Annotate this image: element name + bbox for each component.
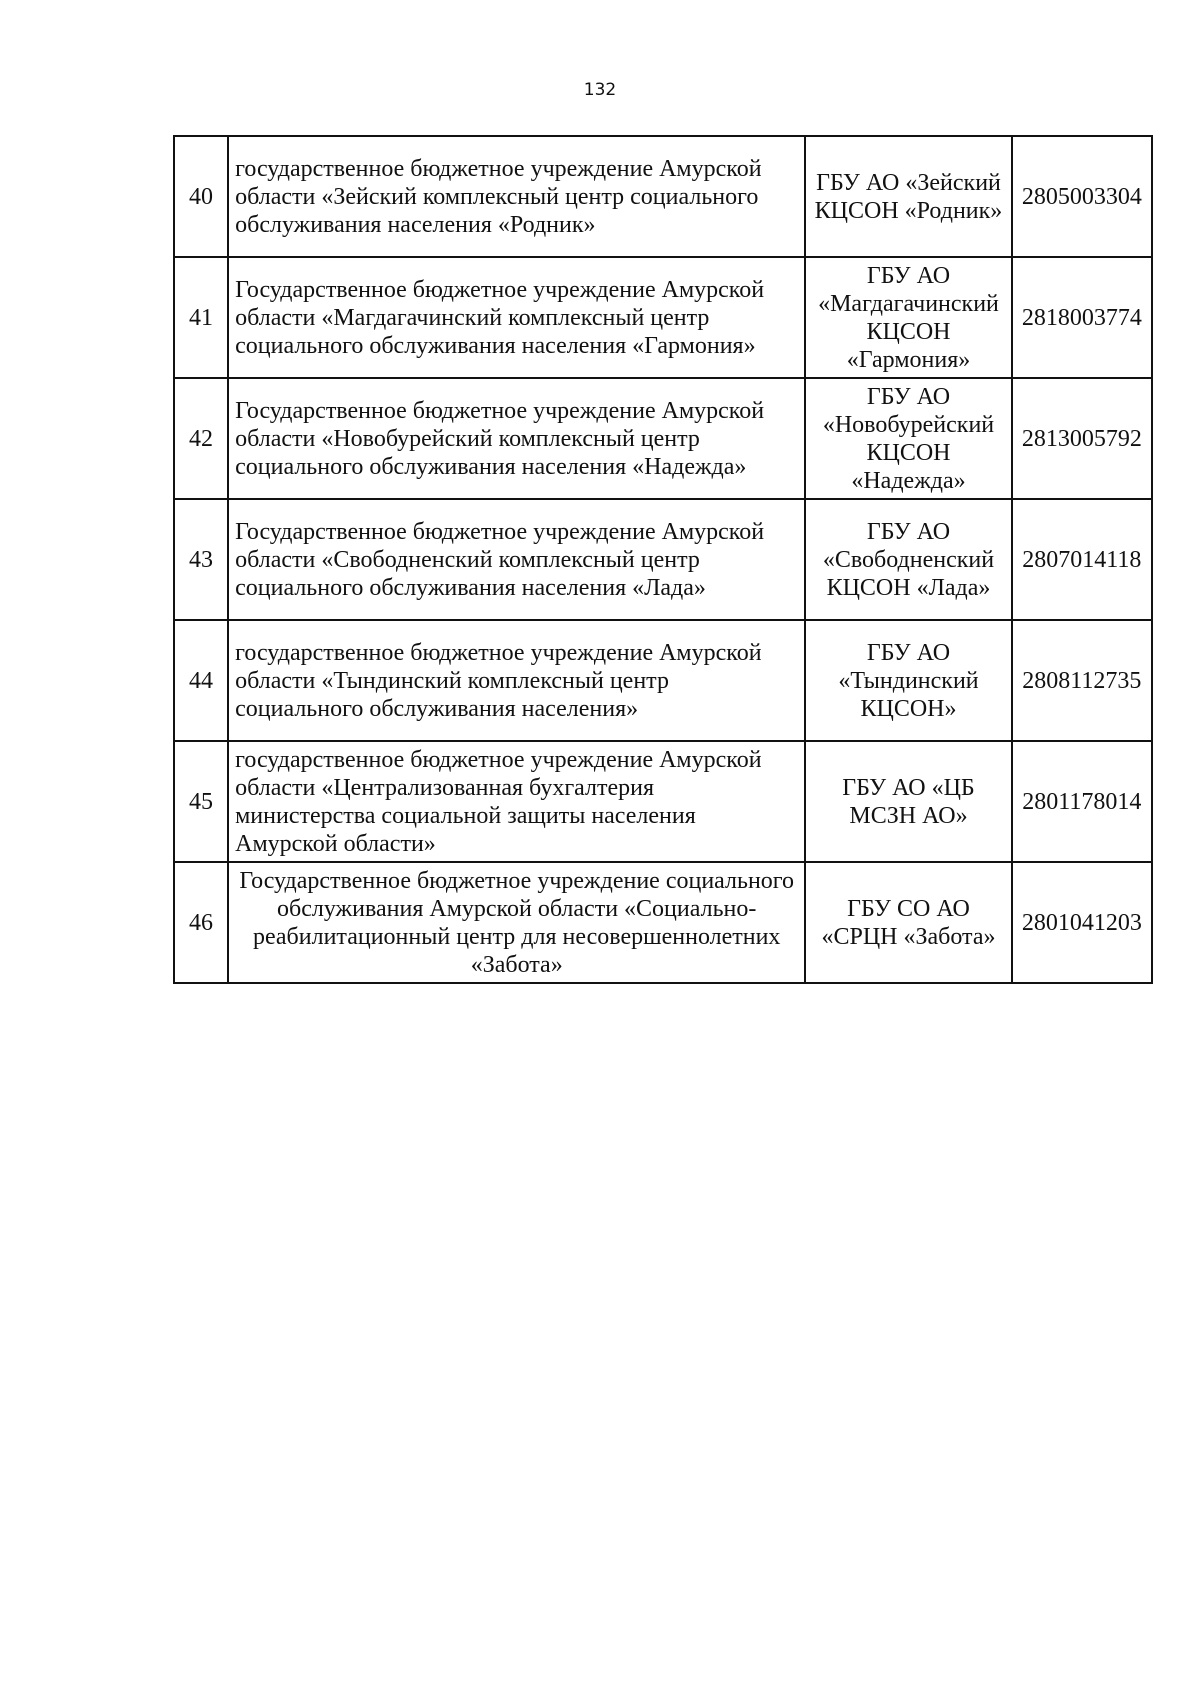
institution-inn: 2818003774 — [1012, 257, 1152, 378]
row-number: 46 — [174, 862, 228, 983]
institution-short-name: ГБУ АО «Новобурейский КЦСОН «Надежда» — [805, 378, 1011, 499]
institution-inn: 2813005792 — [1012, 378, 1152, 499]
institution-inn: 2807014118 — [1012, 499, 1152, 620]
institution-inn: 2808112735 — [1012, 620, 1152, 741]
institution-inn: 2801178014 — [1012, 741, 1152, 862]
table-row — [174, 257, 1152, 378]
table-row — [174, 620, 1152, 741]
row-number: 43 — [174, 499, 228, 620]
row-number: 40 — [174, 136, 228, 257]
table-row — [174, 862, 1152, 983]
row-number: 41 — [174, 257, 228, 378]
institution-full-name: государственное бюджетное учреждение Амурской области «Тындинский комплексный центр социального обслуживания населения» — [228, 620, 805, 741]
table-row — [174, 499, 1152, 620]
page-number: 132 — [583, 80, 617, 100]
row-number: 45 — [174, 741, 228, 862]
institutions-table — [173, 135, 1153, 984]
institution-short-name: ГБУ АО «ЦБ МСЗН АО» — [805, 741, 1011, 862]
institution-full-name: государственное бюджетное учреждение Амурской области «Централизованная бухгалтерия министерства социальной защиты населения Амурской области» — [228, 741, 805, 862]
institution-full-name: государственное бюджетное учреждение Амурской области «Зейский комплексный центр социального обслуживания населения «Родник» — [228, 136, 805, 257]
institution-inn: 2805003304 — [1012, 136, 1152, 257]
institution-short-name: ГБУ АО «Свободненский КЦСОН «Лада» — [805, 499, 1011, 620]
institution-inn: 2801041203 — [1012, 862, 1152, 983]
institution-full-name: Государственное бюджетное учреждение Амурской области «Свободненский комплексный центр социального обслуживания населения «Лада» — [228, 499, 805, 620]
institution-full-name: Государственное бюджетное учреждение Амурской области «Новобурейский комплексный центр социального обслуживания населения «Надежда» — [228, 378, 805, 499]
institution-full-name: Государственное бюджетное учреждение Амурской области «Магдагачинский комплексный центр социального обслуживания населения «Гармония» — [228, 257, 805, 378]
table-row — [174, 741, 1152, 862]
table-row — [174, 136, 1152, 257]
institution-short-name: ГБУ СО АО «СРЦН «Забота» — [805, 862, 1011, 983]
row-number: 42 — [174, 378, 228, 499]
row-number: 44 — [174, 620, 228, 741]
institution-short-name: ГБУ АО «Зейский КЦСОН «Родник» — [805, 136, 1011, 257]
table-row — [174, 378, 1152, 499]
institution-full-name: Государственное бюджетное учреждение социального обслуживания Амурской области «Социально-реабилитационный центр для несовершеннолетних «Забота» — [228, 862, 805, 983]
institution-short-name: ГБУ АО «Магдагачинский КЦСОН «Гармония» — [805, 257, 1011, 378]
institution-short-name: ГБУ АО «Тындинский КЦСОН» — [805, 620, 1011, 741]
